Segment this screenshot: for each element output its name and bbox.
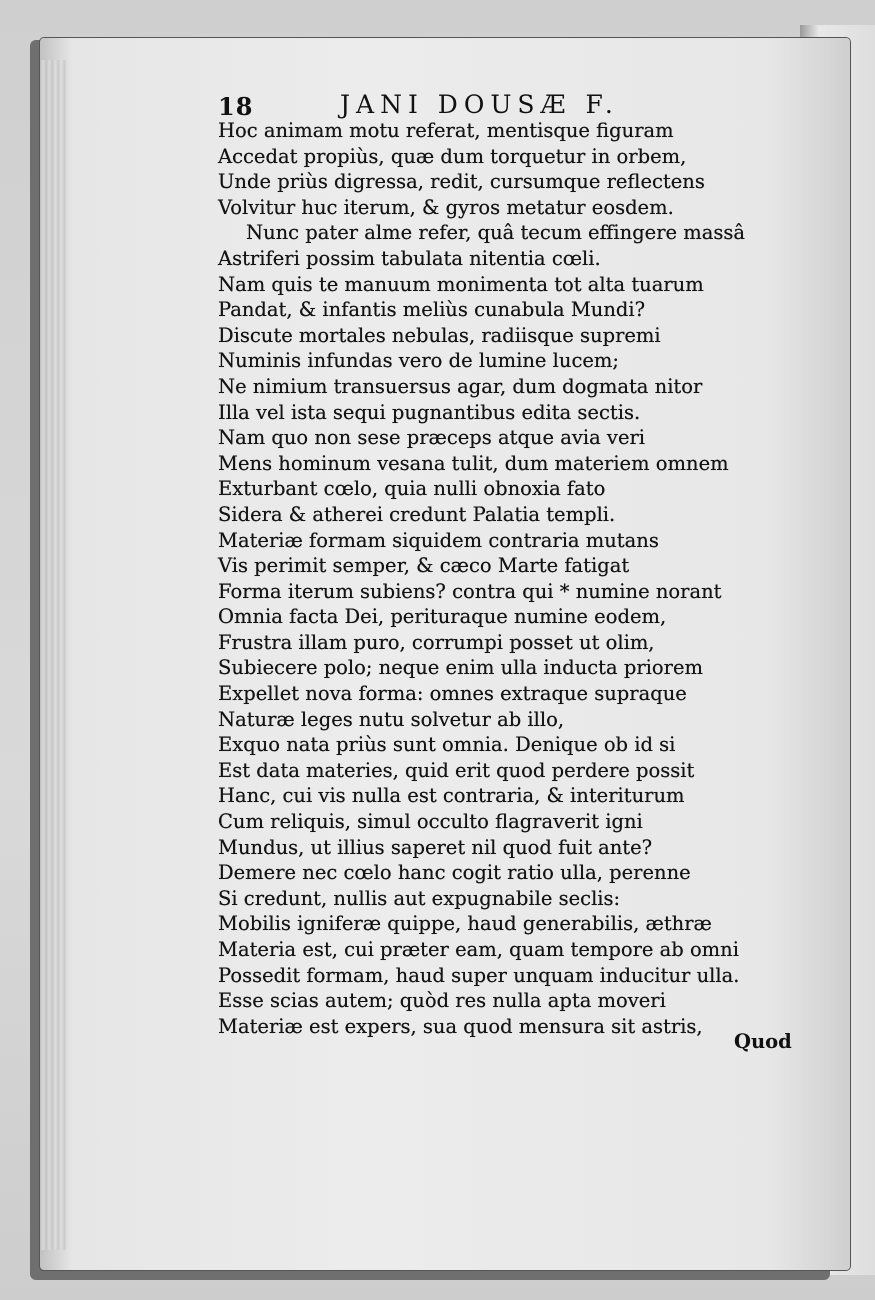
verse-line: Mobilis igniferæ quippe, haud generabilis, æthræ	[218, 912, 712, 936]
verse-line: Astriferi possim tabulata nitentia cœli.	[218, 246, 601, 270]
verse-line: Discute mortales nebulas, radiisque supremi	[218, 323, 661, 347]
verse-line: Expellet nova forma: omnes extraque supraque	[218, 682, 687, 706]
verse-line: Vis perimit semper, & cæco Marte fatigat	[218, 554, 630, 578]
verse-line: Exturbant cœlo, quia nulli obnoxia fato	[218, 477, 606, 501]
verse-line: Hanc, cui vis nulla est contraria, & interiturum	[218, 784, 685, 808]
verse-line: Nam quo non sese præceps atque avia veri	[218, 426, 646, 450]
verse-line: Possedit formam, haud super unquam inducitur ulla.	[218, 963, 740, 987]
catchword: Quod	[734, 1030, 792, 1053]
verse-line: Si credunt, nullis aut expugnabile seclis:	[218, 886, 621, 910]
verse-line: Esse scias autem; quòd res nulla apta moveri	[218, 989, 666, 1013]
verse-line: Est data materies, quid erit quod perdere possit	[218, 758, 695, 782]
verse-line: Omnia facta Dei, perituraque numine eodem,	[218, 605, 667, 629]
verse-line: Numinis infundas vero de lumine lucem;	[218, 349, 619, 373]
verse-line: Frustra illam puro, corrumpi posset ut olim,	[218, 630, 655, 654]
verse-line: Nam quis te manuum monimenta tot alta tuarum	[218, 272, 704, 296]
verse-line: Materiæ est expers, sua quod mensura sit astris,	[218, 1014, 703, 1038]
verse-line: Mens hominum vesana tulit, dum materiem omnem	[218, 451, 729, 475]
verse-line: Sidera & atherei credunt Palatia templi.	[218, 502, 616, 526]
verse-line: Accedat propiùs, quæ dum torquetur in orbem,	[218, 144, 687, 168]
verse-line: Demere nec cœlo hanc cogit ratio ulla, perenne	[218, 861, 691, 885]
verse-line: Unde priùs digressa, redit, cursumque reflectens	[218, 170, 705, 194]
verse-line: Mundus, ut illius saperet nil quod fuit ante?	[218, 835, 653, 859]
poem-text	[218, 118, 798, 1039]
verse-line: Illa vel ista sequi pugnantibus edita sectis.	[218, 400, 641, 424]
page-gutter	[40, 60, 68, 1250]
verse-line: Nunc pater alme refer, quâ tecum effingere massâ	[246, 221, 746, 245]
verse-line: Volvitur huc iterum, & gyros metatur eosdem.	[218, 195, 674, 219]
verse-line: Materia est, cui præter eam, quam tempore ab omni	[218, 938, 739, 961]
running-head: JANI DOUSÆ F.	[340, 90, 619, 119]
page-number: 18	[218, 92, 254, 121]
verse-line: Hoc animam motu referat, mentisque figuram	[218, 119, 674, 142]
verse-line: Materiæ formam siquidem contraria mutans	[218, 528, 659, 552]
verse-line: Exquo nata priùs sunt omnia. Denique ob id si	[218, 733, 676, 757]
verse-line: Forma iterum subiens? contra qui * numine norant	[218, 579, 722, 603]
verse-line: Subiecere polo; neque enim ulla inducta priorem	[218, 656, 703, 680]
verse-line: Pandat, & infantis meliùs cunabula Mundi?	[218, 298, 646, 322]
verse-line: Cum reliquis, simul occulto flagraverit igni	[218, 810, 643, 834]
verse-line: Naturæ leges nutu solvetur ab illo,	[218, 707, 565, 731]
verse-line: Ne nimium transuersus agar, dum dogmata nitor	[218, 374, 703, 398]
